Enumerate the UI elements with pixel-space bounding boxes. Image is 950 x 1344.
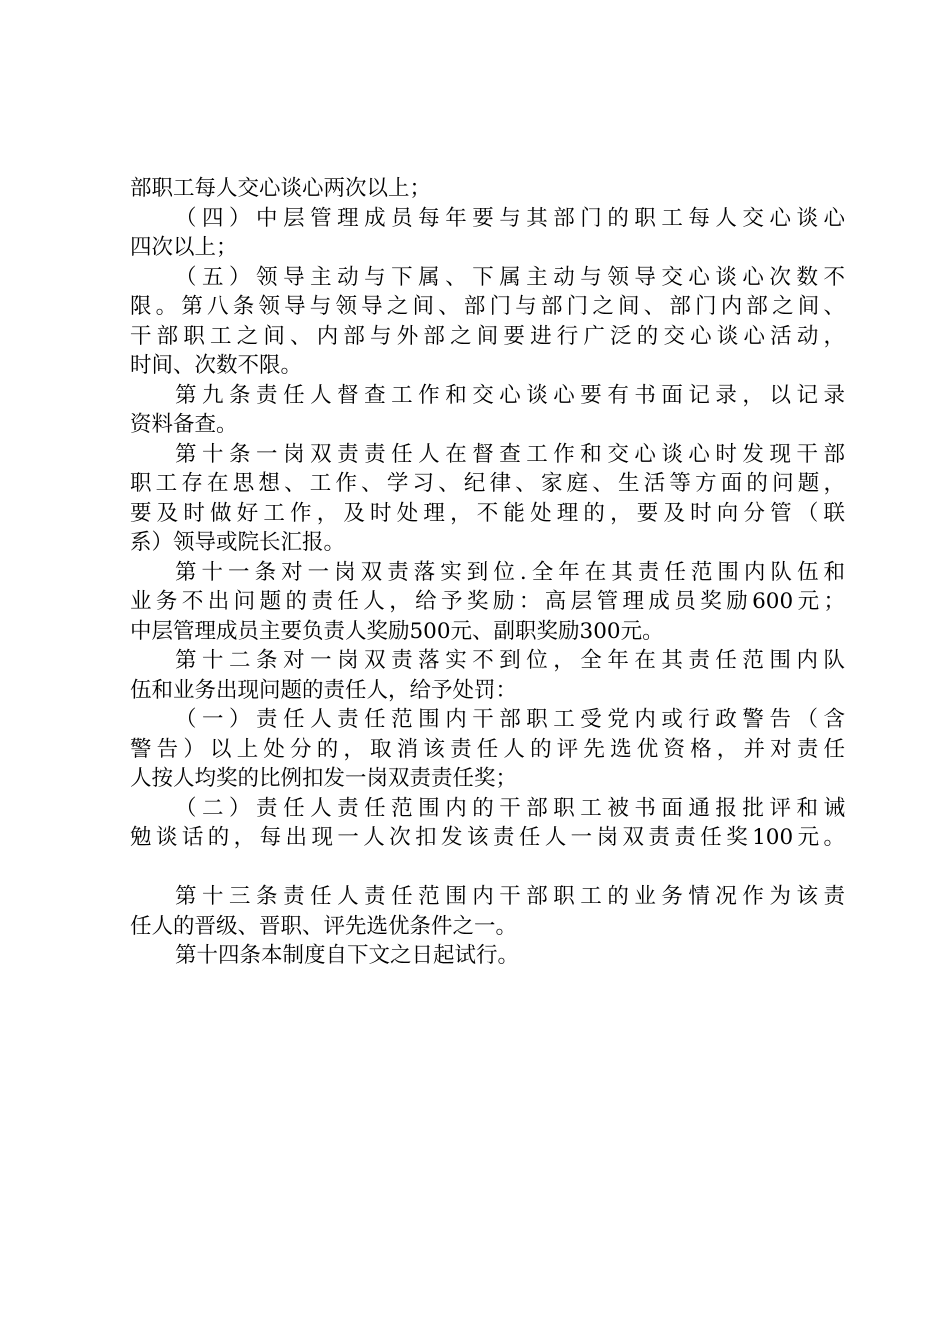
text-line: （五）领导主动与下属、下属主动与领导交心谈心次数不 [175,264,845,290]
text-line: 业务不出问题的责任人，给予奖励：高层管理成员奖励600元； [130,589,845,614]
text-line: 警告）以上处分的，取消该责任人的评先选优资格，并对责任 [130,736,845,762]
document-body [130,174,845,971]
text-line: 任人的晋级、晋职、评先选优条件之一。 [130,913,518,939]
text-line: （一）责任人责任范围内干部职工受党内或行政警告（含 [175,707,845,732]
text-line: 干部职工之间、内部与外部之间要进行广泛的交心谈心活动， [130,323,845,349]
text-line: 第十一条对一岗双责落实到位.全年在其责任范围内队伍和 [175,559,845,585]
text-line: 第十二条对一岗双责落实不到位，全年在其责任范围内队 [175,648,845,673]
text-line: （四）中层管理成员每年要与其部门的职工每人交心谈心 [175,205,845,231]
text-line: 人按人均奖的比例扣发一岗双责责任奖； [130,766,518,791]
text-line: 四次以上； [130,235,238,260]
text-line: 要及时做好工作，及时处理，不能处理的，要及时向分管（联 [130,500,845,526]
text-line: 限。第八条领导与领导之间、部门与部门之间、部门内部之间、 [130,294,845,319]
text-line: 职工存在思想、工作、学习、纪律、家庭、生活等方面的问题， [130,471,845,496]
text-line: 中层管理成员主要负责人奖励500元、副职奖励300元。 [130,618,664,644]
text-line: 第十三条责任人责任范围内干部职工的业务情况作为该责 [175,884,845,909]
text-line: 勉谈话的，每出现一人次扣发该责任人一岗双责责任奖100元。 [130,825,845,850]
text-line: （二）责任人责任范围内的干部职工被书面通报批评和诫 [175,795,845,821]
text-line: 时间、次数不限。 [130,353,303,378]
text-line: 第十四条本制度自下文之日起试行。 [175,943,520,968]
text-line: 部职工每人交心谈心两次以上； [130,176,432,201]
text-line: 伍和业务出现问题的责任人，给予处罚： [130,677,518,703]
text-line: 资料备查。 [130,412,238,437]
text-line: 第九条责任人督查工作和交心谈心要有书面记录，以记录 [175,382,845,408]
text-line: 第十条一岗双责责任人在督查工作和交心谈心时发现干部 [175,441,845,467]
text-line: 系）领导或院长汇报。 [130,530,346,555]
